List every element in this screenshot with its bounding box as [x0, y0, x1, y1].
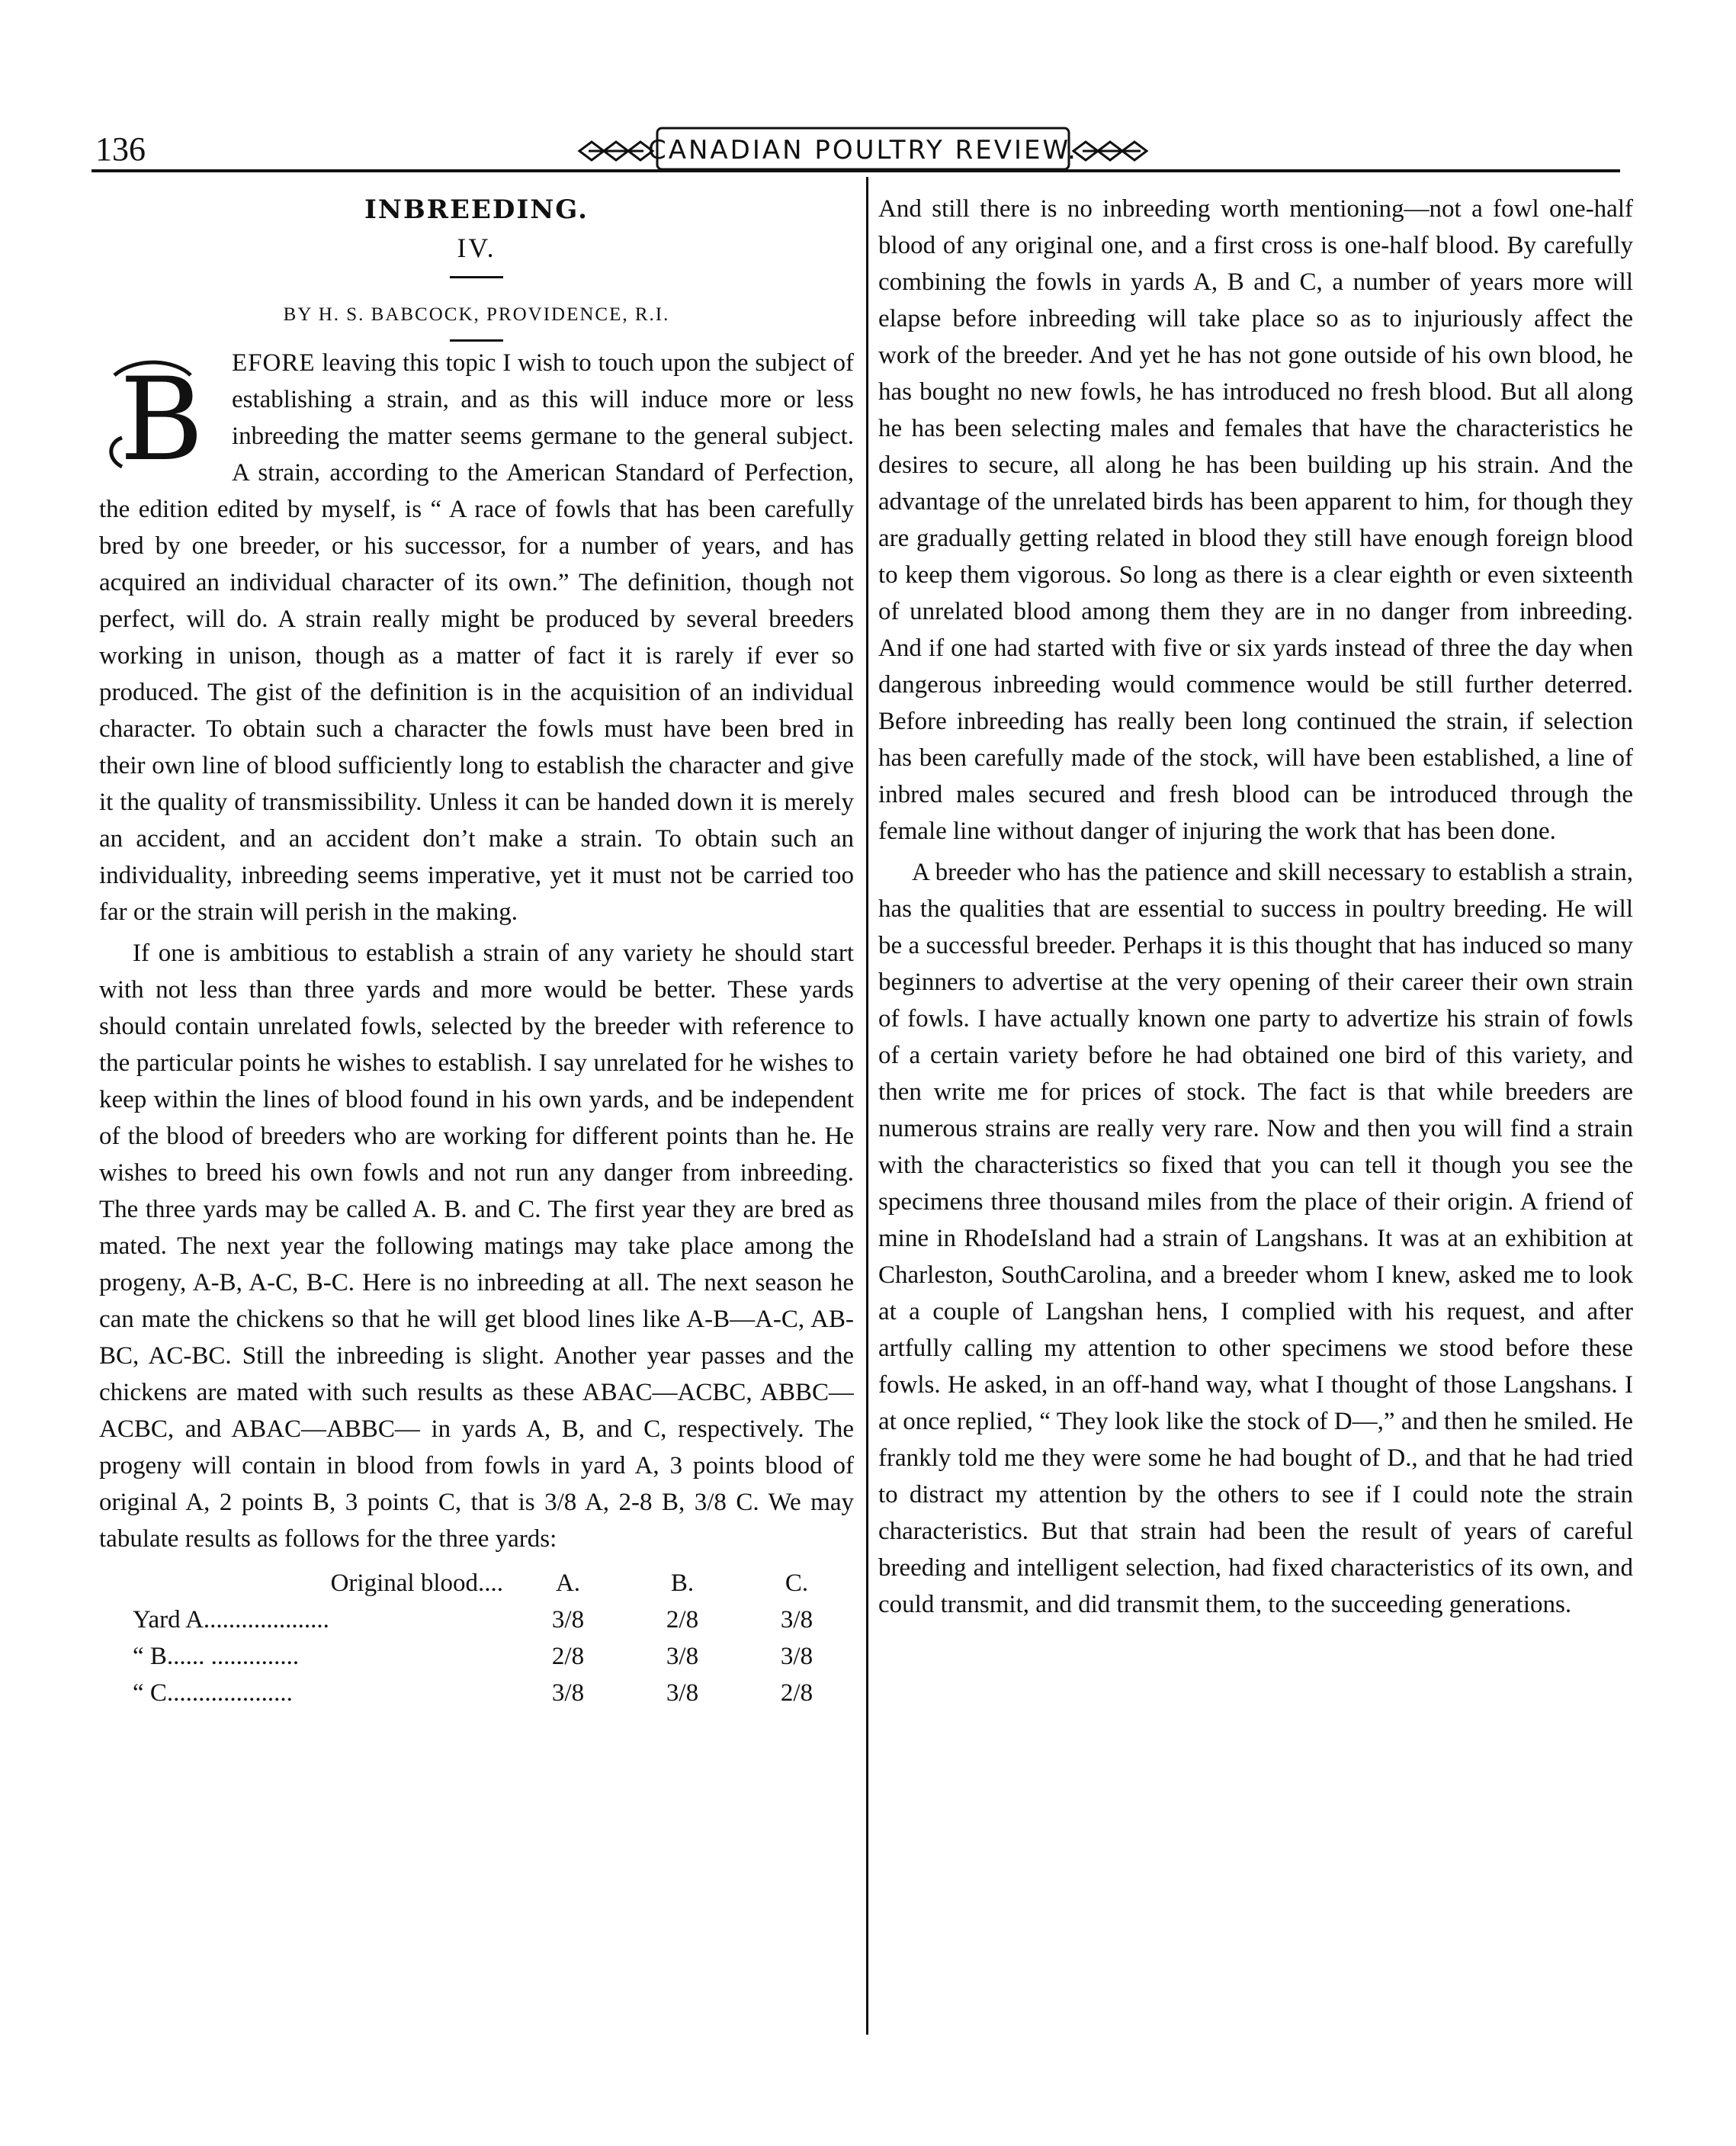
table-row [99, 1675, 854, 1711]
cell-value: 3/8 [666, 1679, 699, 1707]
byline: BY H. S. BABCOCK, PROVIDENCE, R.I. [283, 304, 670, 325]
cell-value: 3/8 [780, 1606, 813, 1634]
article-title: INBREEDING. [364, 194, 589, 225]
paragraph-1 [99, 345, 854, 930]
row-label: Yard A.................... [133, 1606, 329, 1634]
first-word: EFORE [232, 349, 316, 377]
paragraph-2: If one is ambitious to establish a strain of any variety he should start with not less than three yards and more would be better. These yards should contain unrelated fowls, selected by the breeder with reference to the particular points he wishes to establish. I say unrelated for he wishes to keep within the lines of blood found in his own yards, and be independent of the blood of breeders who are working for different points than he. He wishes to breed his own fowls and not run any danger from inbreeding. The three yards may be called A. B. and C. The first year they are bred as mated. The next year the following matings may take place among the progeny, A-B, A-C, B-C. Here is no inbreeding at all. The next season he can mate the chickens so that he will get blood lines like A-B—A-C, AB-BC, AC-BC. Still the inbreeding is slight. Another year passes and the chickens are mated with such results as these ABAC—ACBC, ABBC—ACBC, and ABAC—ABBC— in yards A, B, and C, respectively. The progeny will contain in blood from fowls in yard A, 3 points blood of original A, 2 points B, 3 points C, that is 3/8 A, 2-8 B, 3/8 C. We may tabulate results as follows for the three yards: [99, 940, 854, 1553]
cell-value: 3/8 [780, 1643, 813, 1670]
drop-cap-b-icon [99, 352, 221, 474]
column-rule [866, 177, 868, 2035]
blood-table-col-a: A. [555, 1569, 581, 1597]
cell-value: 2/8 [551, 1643, 585, 1670]
cell-value: 2/8 [666, 1606, 699, 1634]
title-rule [450, 276, 503, 278]
table-row [99, 1601, 854, 1638]
blood-table-col-b: B. [670, 1569, 695, 1597]
cell-value: 3/8 [551, 1679, 585, 1707]
cell-value: 3/8 [666, 1643, 699, 1670]
paragraph-4: A breeder who has the patience and skill necessary to establish a strain, has the qualities that are essential to success in poultry breeding. He will be a successful breeder. Perhaps it is this thought that has induced so many beginners to advertise at the very opening of their career their own strain of fowls. I have actually known one party to advertize his strain of fowls of a certain variety before he had obtained one bird of this variety, and then write me for prices of stock. The fact is that while breeders are numerous strains are really very rare. Now and then you will find a strain with the characteristics so fixed that you can tell it though you see the specimens three thousand miles from the place of their origin. A friend of mine in RhodeIsland had a strain of Langshans. It was at an exhibition at Charleston, SouthCarolina, and a breeder whom I knew, asked me to look at a couple of Langshan hens, I complied with his request, and after artfully calling my attention to other specimens we stood before these fowls. He asked, in an off-hand way, what I thought of those Langshans. I at once replied, “ They look like the stock of D—,” and then he smiled. He frankly told me they were some he had bought of D., and that he had tried to distract my attention by the others to see if I could note the strain characteristics. But that strain had been the result of years of careful breeding and intelligent selection, had fixed characteristics of its own, and could transmit, and did transmit them, to the succeeding generations. [878, 859, 1633, 1618]
cell-value: 3/8 [551, 1606, 585, 1634]
masthead-ornament-icon [573, 107, 1153, 177]
page-number: 136 [95, 130, 146, 168]
table-row [99, 1638, 854, 1675]
left-column [99, 191, 854, 2036]
blood-table-header [99, 1565, 854, 1601]
byline-rule [450, 339, 503, 342]
masthead-title: CANADIAN POULTRY REVIEW. [647, 135, 1079, 165]
article-part: IV. [457, 233, 496, 263]
blood-table-header-label: Original blood.... [330, 1569, 503, 1597]
row-label: “ B...... .............. [133, 1643, 300, 1670]
drop-cap-letter: B [119, 354, 204, 474]
header-rule [91, 169, 1620, 172]
blood-table [99, 1565, 854, 1711]
right-column [878, 191, 1633, 2036]
paragraph-3: And still there is no inbreeding worth mentioning—not a fowl one-half blood of any original one, and a first cross is one-half blood. By carefully combining the fowls in yards A, B and C, a number of years more will elapse before inbreeding will take place so as to injuriously affect the work of the breeder. And yet he has not gone outside of his own blood, he has bought no new fowls, he has introduced no fresh blood. But all along he has been selecting males and females that have the characteristics he desires to secure, all along he has been building up his strain. And the advantage of the unrelated birds has been apparent to him, for though they are gradually getting related in blood they still have enough foreign blood to keep them vigorous. So long as there is a clear eighth or even sixteenth of unrelated blood among them they are in no danger from inbreeding. And if one had started with five or six yards instead of three the day when dangerous inbreeding would commence would be still further deterred. Before inbreeding has really been long continued the strain, if selection has been carefully made of the stock, will have been established, a line of inbred males secured and fresh blood can be introduced through the female line without danger of injuring the work that has been done. [878, 195, 1633, 845]
cell-value: 2/8 [780, 1679, 813, 1707]
blood-table-col-c: C. [785, 1569, 809, 1597]
drop-cap [99, 352, 221, 474]
row-label: “ C.................... [133, 1679, 293, 1707]
masthead [573, 107, 1153, 177]
paragraph-1-text: leaving this topic I wish to touch upon the subject of establishing a strain, and as this will induce more or less inbreeding the matter seems germane to the general subject. A strain, according to the American Standard of Perfection, the edition edited by myself, is “ A race of fowls that has been carefully bred by one breeder, or his successor, for a number of years, and has acquired an individual character of its own.” The definition, though not perfect, will do. A strain really might be produced by several breeders working in unison, though as a matter of fact it is rarely if ever so produced. The gist of the definition is in the acquisition of an individual character. To obtain such a character the fowls must have been bred in their own line of blood sufficiently long to establish the character and give it the quality of transmissibility. Unless it can be handed down it is merely an accident, and an accident don’t make a strain. To obtain such an individuality, inbreeding seems imperative, yet it must not be carried too far or the strain will perish in the making. [99, 349, 854, 926]
